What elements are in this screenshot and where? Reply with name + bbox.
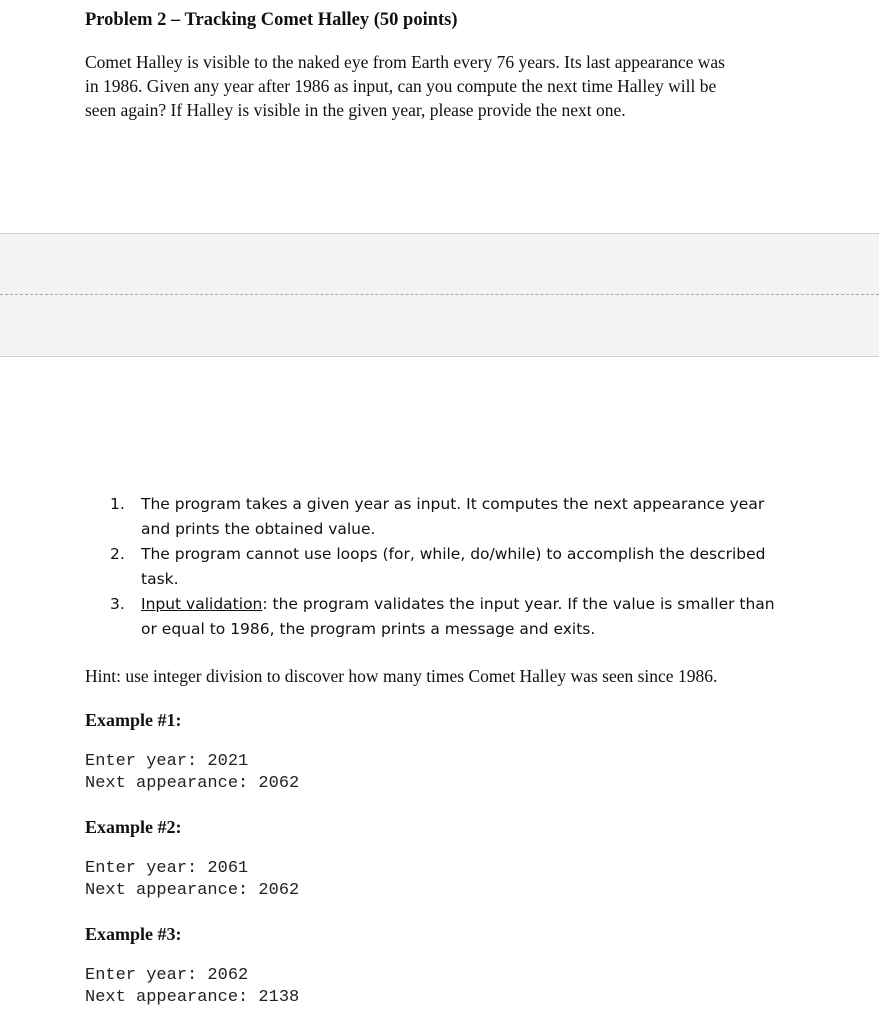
requirements-list <box>110 492 790 642</box>
hint-text: Hint: use integer division to discover how many times Comet Halley was seen since 1986. <box>85 666 718 686</box>
requirement-text-rest: : the program validates the input year. If the value is smaller than <box>262 595 775 613</box>
requirement-number: 2. <box>110 545 125 563</box>
example-2-code <box>85 858 299 902</box>
intro-line: in 1986. Given any year after 1986 as input, can you compute the next time Halley will be <box>85 76 717 96</box>
requirement-text-line <box>141 592 790 617</box>
intro-line: Comet Halley is visible to the naked eye from Earth every 76 years. Its last appearance was <box>85 52 725 72</box>
example-1-title: Example #1: <box>85 710 182 730</box>
page-break-dashed-line <box>0 294 879 295</box>
problem-title: Problem 2 – Tracking Comet Halley (50 points) <box>85 10 458 30</box>
example-2-title: Example #2: <box>85 817 182 837</box>
requirement-item <box>110 592 790 642</box>
input-validation-term: Input validation <box>141 595 263 613</box>
requirement-item <box>110 492 790 542</box>
page-break-band <box>0 233 879 357</box>
example-3-input-line: Enter year: 2062 <box>85 966 249 985</box>
requirement-text-line: and prints the obtained value. <box>141 520 376 538</box>
requirement-text-line: The program takes a given year as input. It computes the next appearance year <box>141 495 765 513</box>
example-1-output-line: Next appearance: 2062 <box>85 774 300 793</box>
requirement-text-line: task. <box>141 570 179 588</box>
intro-line: seen again? If Halley is visible in the given year, please provide the next one. <box>85 100 626 120</box>
requirement-text-line: or equal to 1986, the program prints a message and exits. <box>141 620 596 638</box>
requirement-number: 1. <box>110 495 125 513</box>
example-2-input-line: Enter year: 2061 <box>85 859 249 878</box>
example-3-title: Example #3: <box>85 924 182 944</box>
intro-paragraph <box>85 50 775 122</box>
requirement-number: 3. <box>110 595 125 613</box>
example-1-input-line: Enter year: 2021 <box>85 752 249 771</box>
example-3-code <box>85 965 299 1009</box>
requirement-text-line: The program cannot use loops (for, while, do/while) to accomplish the described <box>141 545 766 563</box>
requirement-item <box>110 542 790 592</box>
example-3-output-line: Next appearance: 2138 <box>85 988 300 1007</box>
example-2-output-line: Next appearance: 2062 <box>85 881 300 900</box>
example-1-code <box>85 751 299 795</box>
